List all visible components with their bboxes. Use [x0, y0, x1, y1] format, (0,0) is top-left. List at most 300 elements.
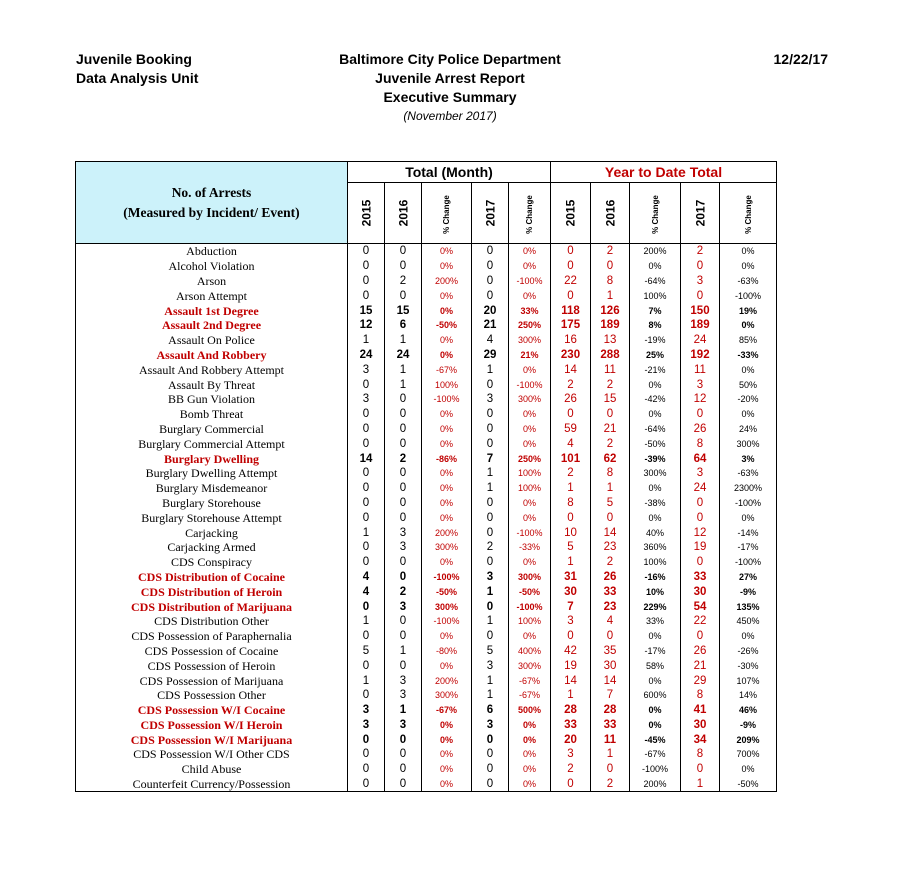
table-cell: 33: [591, 584, 630, 599]
table-cell: 21: [591, 422, 630, 437]
table-cell: 288: [591, 348, 630, 363]
table-cell: -50%: [720, 777, 777, 792]
table-cell: -63%: [720, 466, 777, 481]
offense-name: Arson: [76, 274, 348, 289]
table-cell: 0%: [509, 718, 551, 733]
table-cell: 6: [385, 318, 422, 333]
table-cell: 209%: [720, 732, 777, 747]
table-cell: 33: [591, 718, 630, 733]
table-cell: 24: [385, 348, 422, 363]
table-cell: -50%: [509, 584, 551, 599]
table-cell: 0: [472, 244, 509, 259]
table-cell: 10%: [630, 584, 681, 599]
table-cell: 200%: [422, 525, 472, 540]
table-cell: 24%: [720, 422, 777, 437]
table-cell: 1: [472, 466, 509, 481]
table-cell: 0: [348, 732, 385, 747]
table-row: [76, 599, 777, 614]
table-cell: 3: [348, 392, 385, 407]
table-cell: -20%: [720, 392, 777, 407]
table-cell: 0: [472, 777, 509, 792]
table-cell: 3: [348, 718, 385, 733]
table-cell: 3: [385, 718, 422, 733]
col-header-ytd-change-17: % Change: [720, 183, 777, 244]
table-cell: 3: [681, 377, 720, 392]
table-cell: 0: [348, 481, 385, 496]
table-cell: 0: [472, 629, 509, 644]
table-cell: 40%: [630, 525, 681, 540]
offense-name: Burglary Commercial: [76, 422, 348, 437]
col-header-month-2015: 2015: [348, 183, 385, 244]
table-cell: -64%: [630, 422, 681, 437]
table-cell: 29: [681, 673, 720, 688]
table-cell: 229%: [630, 599, 681, 614]
col-header-ytd-change-16: % Change: [630, 183, 681, 244]
table-cell: 2: [591, 436, 630, 451]
report-period: (November 2017): [403, 109, 497, 123]
table-cell: 2: [385, 584, 422, 599]
offense-name: Burglary Misdemeanor: [76, 481, 348, 496]
table-cell: 3: [551, 614, 591, 629]
table-cell: 126: [591, 303, 630, 318]
col-header-month-change-16: % Change: [422, 183, 472, 244]
arrest-table-body: [76, 244, 777, 792]
table-cell: 46%: [720, 703, 777, 718]
group-header-ytd: Year to Date Total: [551, 162, 777, 183]
table-cell: 0: [472, 274, 509, 289]
table-cell: 0: [385, 422, 422, 437]
label-line-1: No. of Arrests: [171, 184, 252, 200]
table-cell: -42%: [630, 392, 681, 407]
table-cell: 1: [472, 614, 509, 629]
table-cell: 0%: [422, 658, 472, 673]
table-row: [76, 584, 777, 599]
table-cell: 0: [348, 496, 385, 511]
col-header-ytd-2016: 2016: [591, 183, 630, 244]
group-header-month: Total (Month): [348, 162, 551, 183]
col-header-ytd-2017: 2017: [681, 183, 720, 244]
table-cell: 0%: [509, 555, 551, 570]
table-cell: 0: [348, 629, 385, 644]
table-cell: 0: [472, 762, 509, 777]
table-row: [76, 718, 777, 733]
table-row: [76, 673, 777, 688]
table-cell: 0%: [720, 629, 777, 644]
table-cell: 150: [681, 303, 720, 318]
table-cell: 2: [472, 540, 509, 555]
offense-name: CDS Possession of Heroin: [76, 658, 348, 673]
table-cell: 1: [348, 525, 385, 540]
table-cell: -63%: [720, 274, 777, 289]
table-cell: 0: [385, 614, 422, 629]
table-cell: 11: [681, 362, 720, 377]
table-cell: 300%: [630, 466, 681, 481]
table-cell: -80%: [422, 644, 472, 659]
table-cell: 22: [551, 274, 591, 289]
table-cell: -100%: [422, 570, 472, 585]
table-cell: -33%: [720, 348, 777, 363]
unit-line-1: Juvenile Booking: [76, 51, 192, 67]
table-cell: -9%: [720, 718, 777, 733]
table-cell: 2: [681, 244, 720, 259]
table-cell: 0%: [422, 333, 472, 348]
report-date: 12/22/17: [773, 51, 828, 67]
offense-name: CDS Distribution of Heroin: [76, 584, 348, 599]
table-cell: 8: [591, 466, 630, 481]
offense-name: Carjacking: [76, 525, 348, 540]
table-cell: 22: [681, 614, 720, 629]
table-cell: -100%: [720, 288, 777, 303]
table-row: [76, 303, 777, 318]
table-cell: 0: [472, 377, 509, 392]
table-cell: 34: [681, 732, 720, 747]
table-row: [76, 362, 777, 377]
table-cell: 0: [385, 747, 422, 762]
table-cell: 0%: [422, 747, 472, 762]
table-cell: 26: [681, 644, 720, 659]
table-cell: 5: [591, 496, 630, 511]
table-cell: 100%: [509, 466, 551, 481]
table-cell: 0%: [509, 747, 551, 762]
table-cell: 2: [591, 555, 630, 570]
table-cell: 7: [591, 688, 630, 703]
table-cell: 0: [551, 259, 591, 274]
table-cell: 0%: [509, 762, 551, 777]
table-cell: 1: [385, 333, 422, 348]
table-cell: 0: [348, 259, 385, 274]
table-cell: 4: [348, 570, 385, 585]
table-cell: 0%: [422, 259, 472, 274]
table-cell: -100%: [720, 496, 777, 511]
table-cell: 20: [551, 732, 591, 747]
offense-name: Burglary Commercial Attempt: [76, 436, 348, 451]
table-cell: 13: [591, 333, 630, 348]
table-cell: 3: [385, 688, 422, 703]
table-cell: 26: [681, 422, 720, 437]
table-cell: 1: [472, 481, 509, 496]
table-cell: 1: [551, 481, 591, 496]
offense-name: CDS Distribution of Marijuana: [76, 599, 348, 614]
table-cell: 19: [681, 540, 720, 555]
offense-name: Burglary Dwelling Attempt: [76, 466, 348, 481]
table-cell: 300%: [422, 688, 472, 703]
table-cell: -100%: [422, 392, 472, 407]
table-cell: 1: [348, 614, 385, 629]
offense-name: Burglary Storehouse: [76, 496, 348, 511]
table-cell: 0: [348, 377, 385, 392]
table-row: [76, 466, 777, 481]
table-cell: -9%: [720, 584, 777, 599]
offense-name: Burglary Dwelling: [76, 451, 348, 466]
table-cell: -38%: [630, 496, 681, 511]
table-cell: 0: [472, 422, 509, 437]
table-cell: 14: [348, 451, 385, 466]
table-cell: 0: [551, 510, 591, 525]
table-cell: 0: [472, 407, 509, 422]
report-unit-header: [76, 50, 198, 88]
table-cell: 14: [591, 673, 630, 688]
table-row: [76, 732, 777, 747]
table-cell: -100%: [422, 614, 472, 629]
table-cell: 12: [681, 392, 720, 407]
table-cell: 2: [591, 244, 630, 259]
table-cell: 107%: [720, 673, 777, 688]
table-cell: 0: [348, 777, 385, 792]
table-cell: 200%: [422, 274, 472, 289]
table-cell: 62: [591, 451, 630, 466]
table-cell: 15: [591, 392, 630, 407]
table-cell: 0: [591, 407, 630, 422]
table-cell: 8: [591, 274, 630, 289]
arrest-table: [75, 161, 777, 792]
table-cell: 0: [591, 259, 630, 274]
table-cell: 0: [472, 599, 509, 614]
table-cell: 100%: [630, 555, 681, 570]
report-subtitle: Executive Summary: [383, 89, 517, 105]
offense-name: Bomb Threat: [76, 407, 348, 422]
table-cell: 0: [472, 436, 509, 451]
table-cell: 2: [591, 377, 630, 392]
table-row: [76, 762, 777, 777]
table-cell: -45%: [630, 732, 681, 747]
table-row: [76, 377, 777, 392]
table-cell: -21%: [630, 362, 681, 377]
table-cell: -30%: [720, 658, 777, 673]
table-cell: 8: [681, 747, 720, 762]
table-cell: 6: [472, 703, 509, 718]
table-cell: 0%: [422, 762, 472, 777]
table-cell: 8: [551, 496, 591, 511]
table-cell: -64%: [630, 274, 681, 289]
table-row: [76, 288, 777, 303]
table-cell: 8%: [630, 318, 681, 333]
table-cell: 2: [551, 762, 591, 777]
table-cell: 0%: [509, 777, 551, 792]
table-row: [76, 777, 777, 792]
table-cell: 700%: [720, 747, 777, 762]
table-cell: 100%: [509, 481, 551, 496]
table-cell: 0%: [422, 555, 472, 570]
table-cell: 0%: [422, 422, 472, 437]
table-cell: 0: [385, 658, 422, 673]
table-cell: 21: [472, 318, 509, 333]
table-cell: -100%: [509, 599, 551, 614]
table-cell: 3: [472, 570, 509, 585]
table-cell: 0: [472, 732, 509, 747]
table-cell: 8: [681, 688, 720, 703]
table-cell: 100%: [509, 614, 551, 629]
table-cell: 0: [591, 510, 630, 525]
table-cell: 3: [472, 658, 509, 673]
table-cell: 3: [681, 466, 720, 481]
table-row: [76, 259, 777, 274]
table-cell: 0: [385, 570, 422, 585]
table-cell: 19%: [720, 303, 777, 318]
table-cell: 0%: [720, 244, 777, 259]
table-cell: 21: [681, 658, 720, 673]
table-row: [76, 644, 777, 659]
table-cell: 0: [551, 407, 591, 422]
table-cell: 1: [591, 747, 630, 762]
table-cell: 200%: [422, 673, 472, 688]
table-cell: -100%: [509, 274, 551, 289]
table-cell: 1: [472, 362, 509, 377]
table-cell: 7: [472, 451, 509, 466]
table-cell: 0%: [509, 629, 551, 644]
table-cell: 0: [681, 510, 720, 525]
table-cell: 300%: [422, 599, 472, 614]
table-cell: -67%: [509, 673, 551, 688]
table-cell: 54: [681, 599, 720, 614]
table-cell: 0: [385, 244, 422, 259]
table-cell: 10: [551, 525, 591, 540]
table-cell: -100%: [509, 525, 551, 540]
table-cell: 20: [472, 303, 509, 318]
table-cell: 1: [348, 333, 385, 348]
table-cell: 7%: [630, 303, 681, 318]
table-cell: 300%: [509, 392, 551, 407]
table-cell: 3: [385, 540, 422, 555]
table-cell: 85%: [720, 333, 777, 348]
table-cell: 50%: [720, 377, 777, 392]
table-cell: 0: [385, 288, 422, 303]
table-cell: 1: [551, 688, 591, 703]
table-cell: 0%: [422, 629, 472, 644]
table-cell: 400%: [509, 644, 551, 659]
table-cell: 250%: [509, 318, 551, 333]
table-cell: 2: [591, 777, 630, 792]
table-cell: -14%: [720, 525, 777, 540]
label-line-2: (Measured by Incident/ Event): [123, 204, 300, 220]
table-cell: 0%: [509, 422, 551, 437]
table-cell: -26%: [720, 644, 777, 659]
table-cell: 0%: [630, 407, 681, 422]
table-cell: 0: [551, 244, 591, 259]
table-cell: 1: [385, 644, 422, 659]
table-cell: 0: [472, 496, 509, 511]
table-cell: 0: [681, 629, 720, 644]
table-cell: 25%: [630, 348, 681, 363]
table-cell: -67%: [630, 747, 681, 762]
table-cell: 0: [348, 555, 385, 570]
table-cell: 0: [551, 777, 591, 792]
table-cell: 7: [551, 599, 591, 614]
table-cell: 1: [385, 377, 422, 392]
table-row: [76, 540, 777, 555]
table-cell: 0: [681, 288, 720, 303]
table-cell: 3: [348, 703, 385, 718]
table-cell: 19: [551, 658, 591, 673]
table-row: [76, 436, 777, 451]
table-cell: 0: [681, 496, 720, 511]
table-cell: 0: [472, 259, 509, 274]
table-cell: 0%: [509, 259, 551, 274]
table-cell: 0: [385, 762, 422, 777]
table-cell: 0%: [720, 318, 777, 333]
table-cell: 8: [681, 436, 720, 451]
table-cell: 300%: [509, 333, 551, 348]
table-cell: 0: [472, 555, 509, 570]
table-cell: -50%: [422, 584, 472, 599]
table-cell: 30: [591, 658, 630, 673]
table-cell: 0%: [630, 481, 681, 496]
table-cell: 24: [348, 348, 385, 363]
table-cell: 1: [385, 703, 422, 718]
table-cell: -100%: [720, 555, 777, 570]
table-cell: 0: [472, 288, 509, 303]
table-row: [76, 747, 777, 762]
table-cell: 200%: [630, 777, 681, 792]
offense-name: CDS Possession of Cocaine: [76, 644, 348, 659]
table-row: [76, 244, 777, 259]
table-cell: 0%: [630, 510, 681, 525]
table-cell: 0: [348, 288, 385, 303]
table-cell: 0%: [422, 348, 472, 363]
table-cell: -39%: [630, 451, 681, 466]
table-cell: -86%: [422, 451, 472, 466]
table-cell: 5: [472, 644, 509, 659]
table-cell: 250%: [509, 451, 551, 466]
table-cell: 0: [348, 422, 385, 437]
offense-name: CDS Possession W/I Marijuana: [76, 732, 348, 747]
table-cell: 23: [591, 540, 630, 555]
unit-line-2: Data Analysis Unit: [76, 70, 199, 86]
table-cell: 200%: [630, 244, 681, 259]
offense-name: CDS Conspiracy: [76, 555, 348, 570]
table-cell: 1: [348, 673, 385, 688]
table-cell: 26: [591, 570, 630, 585]
offense-name: CDS Possession W/I Heroin: [76, 718, 348, 733]
table-cell: 0%: [509, 244, 551, 259]
table-cell: 1: [551, 555, 591, 570]
table-cell: -50%: [422, 318, 472, 333]
table-cell: 0: [472, 510, 509, 525]
table-cell: 1: [681, 777, 720, 792]
table-cell: -17%: [630, 644, 681, 659]
table-cell: 300%: [509, 658, 551, 673]
offense-name: CDS Possession W/I Other CDS: [76, 747, 348, 762]
table-row: [76, 274, 777, 289]
table-cell: 14: [591, 525, 630, 540]
table-cell: 0%: [509, 510, 551, 525]
table-cell: 0: [551, 288, 591, 303]
table-cell: 11: [591, 362, 630, 377]
table-cell: 28: [591, 703, 630, 718]
table-row: [76, 570, 777, 585]
offense-name: Assault And Robbery: [76, 348, 348, 363]
table-cell: 0: [472, 747, 509, 762]
table-cell: 0: [385, 481, 422, 496]
table-cell: 1: [472, 584, 509, 599]
table-row: [76, 422, 777, 437]
table-cell: 360%: [630, 540, 681, 555]
table-cell: 3: [348, 362, 385, 377]
table-cell: -33%: [509, 540, 551, 555]
table-cell: 64: [681, 451, 720, 466]
offense-name: BB Gun Violation: [76, 392, 348, 407]
table-cell: 0: [591, 762, 630, 777]
table-cell: 2300%: [720, 481, 777, 496]
col-header-month-change-17: % Change: [509, 183, 551, 244]
offense-name: Assault By Threat: [76, 377, 348, 392]
table-cell: 0%: [509, 362, 551, 377]
table-cell: 16: [551, 333, 591, 348]
table-cell: 27%: [720, 570, 777, 585]
table-cell: 24: [681, 333, 720, 348]
table-row: [76, 614, 777, 629]
table-cell: 500%: [509, 703, 551, 718]
offense-name: Assault And Robbery Attempt: [76, 362, 348, 377]
